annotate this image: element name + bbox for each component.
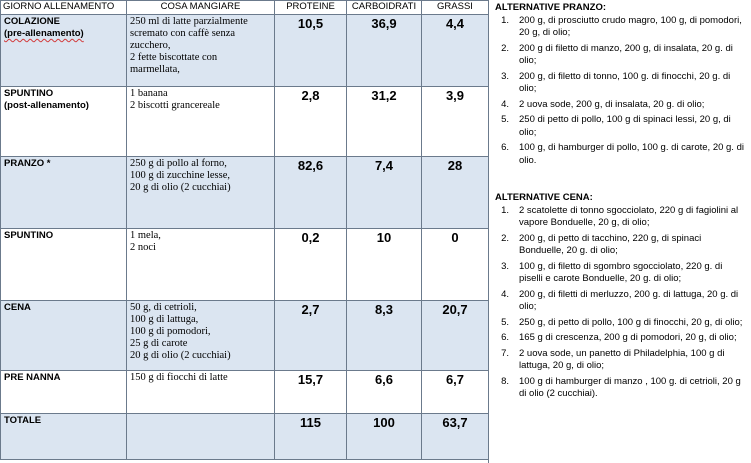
food-cell [127, 414, 275, 460]
grassi-cell: 28 [422, 157, 489, 229]
list-item: 1. 2 scatolette di tonno sgocciolato, 220 g di fagiolini al vapore Bonduelle, 20 g, di olio; [501, 204, 739, 228]
meal-name: PRANZO * [4, 158, 51, 169]
meal-subtitle: (post-allenamento) [4, 100, 89, 111]
meal-cell [1, 157, 127, 229]
header-giorno: GIORNO ALLENAMENTO [1, 1, 127, 15]
carboidrati-cell: 100 [347, 414, 422, 460]
meal-cell [1, 15, 127, 87]
food-cell: 250 ml di latte parzialmente scremato con caffè senza zucchero, 2 fette biscottate con marmellata, [127, 15, 275, 87]
alternative-cena-title: ALTERNATIVE CENA: [495, 192, 593, 203]
proteine-cell: 2,7 [275, 301, 347, 371]
proteine-cell: 0,2 [275, 229, 347, 301]
food-cell: 50 g, di cetrioli, 100 g di lattuga, 100 g di pomodori, 25 g di carote 20 g di olio (2 cucchiai) [127, 301, 275, 371]
meal-cell [1, 87, 127, 157]
table-row [1, 301, 489, 371]
header-row [1, 1, 489, 15]
meal-name: SPUNTINO [4, 230, 54, 241]
grassi-cell: 3,9 [422, 87, 489, 157]
table-row [1, 15, 489, 87]
carboidrati-cell: 6,6 [347, 371, 422, 414]
list-item: 5. 250 g, di petto di pollo, 100 g di finocchi, 20 g, di olio; [501, 316, 743, 328]
carboidrati-cell: 31,2 [347, 87, 422, 157]
list-item: 8. 100 g di hamburger di manzo , 100 g. di cetrioli, 20 g di olio (2 cucchiai). [501, 375, 741, 399]
list-item: 4. 200 g, di filetti di merluzzo, 200 g. di lattuga, 20 g. di olio; [501, 288, 739, 312]
meal-cell [1, 229, 127, 301]
carboidrati-cell: 7,4 [347, 157, 422, 229]
food-cell: 1 banana 2 biscotti grancereale [127, 87, 275, 157]
meal-name: SPUNTINO [4, 88, 54, 99]
list-item: 6. 165 g di crescenza, 200 g di pomodori, 20 g, di olio; [501, 332, 737, 343]
header-carboidrati: CARBOIDRATI [347, 1, 422, 15]
proteine-cell: 15,7 [275, 371, 347, 414]
proteine-cell: 2,8 [275, 87, 347, 157]
header-grassi: GRASSI [422, 1, 489, 15]
header-cosa-mangiare: COSA MANGIARE [127, 1, 275, 15]
header-proteine: PROTEINE [275, 1, 347, 15]
grassi-cell: 0 [422, 229, 489, 301]
meal-cell [1, 414, 127, 460]
carboidrati-cell: 10 [347, 229, 422, 301]
table-row [1, 371, 489, 414]
alternatives-panel [488, 0, 751, 463]
grassi-cell[interactable]: 4,4 [422, 15, 489, 87]
meal-name: CENA [4, 302, 31, 313]
list-item: 3. 200 g, di filetto di tonno, 100 g. di finocchi, 20 g. di olio; [501, 70, 731, 94]
table-row [1, 229, 489, 301]
table-row-total [1, 414, 489, 460]
meal-cell [1, 301, 127, 371]
alternative-cena-list [495, 205, 747, 401]
meal-name: COLAZIONE [4, 16, 60, 27]
carboidrati-cell: 36,9 [347, 15, 422, 87]
table-row [1, 87, 489, 157]
proteine-cell: 115 [275, 414, 347, 460]
proteine-cell: 82,6 [275, 157, 347, 229]
meal-name: PRE NANNA [4, 372, 61, 383]
list-item: 5. 250 di petto di pollo, 100 g di spinaci lessi, 20 g, di olio; [501, 114, 731, 138]
list-item: 4. 2 uova sode, 200 g, di insalata, 20 g. di olio; [501, 98, 705, 110]
meal-name: TOTALE [4, 415, 42, 426]
grassi-cell: 6,7 [422, 371, 489, 414]
grassi-cell: 63,7 [422, 414, 489, 460]
grassi-cell: 20,7 [422, 301, 489, 371]
food-cell: 1 mela, 2 noci [127, 229, 275, 301]
food-cell: 250 g di pollo al forno, 100 g di zucchine lesse, 20 g di olio (2 cucchiai) [127, 157, 275, 229]
list-item: 6. 100 g, di hamburger di pollo, 100 g. di carote, 20 g. di olio. [501, 142, 744, 166]
proteine-cell: 10,5 [275, 15, 347, 87]
meal-subtitle: (pre-allenamento) [4, 28, 84, 39]
table-row [1, 157, 489, 229]
meal-cell [1, 371, 127, 414]
list-item: 2. 200 g di filetto di manzo, 200 g, di insalata, 20 g. di olio; [501, 42, 733, 66]
food-cell: 150 g di fiocchi di latte [127, 371, 275, 414]
alternative-pranzo-title: ALTERNATIVE PRANZO: [495, 2, 607, 13]
carboidrati-cell: 8,3 [347, 301, 422, 371]
list-item: 7. 2 uova sode, un panetto di Philadelphia, 100 g di lattuga, 20 g, di olio; [501, 347, 725, 371]
alternative-pranzo-list [495, 15, 747, 168]
list-item: 1. 200 g, di prosciutto crudo magro, 100 g, di pomodori, 20 g, di olio; [501, 14, 742, 38]
list-item: 2. 200 g, di petto di tacchino, 220 g, di spinaci Bonduelle, 20 g. di olio; [501, 232, 702, 256]
list-item: 3. 100 g, di filetto di sgombro sgocciolato, 220 g. di piselli e carote Bonduelle, 20 g. di olio; [501, 260, 723, 284]
